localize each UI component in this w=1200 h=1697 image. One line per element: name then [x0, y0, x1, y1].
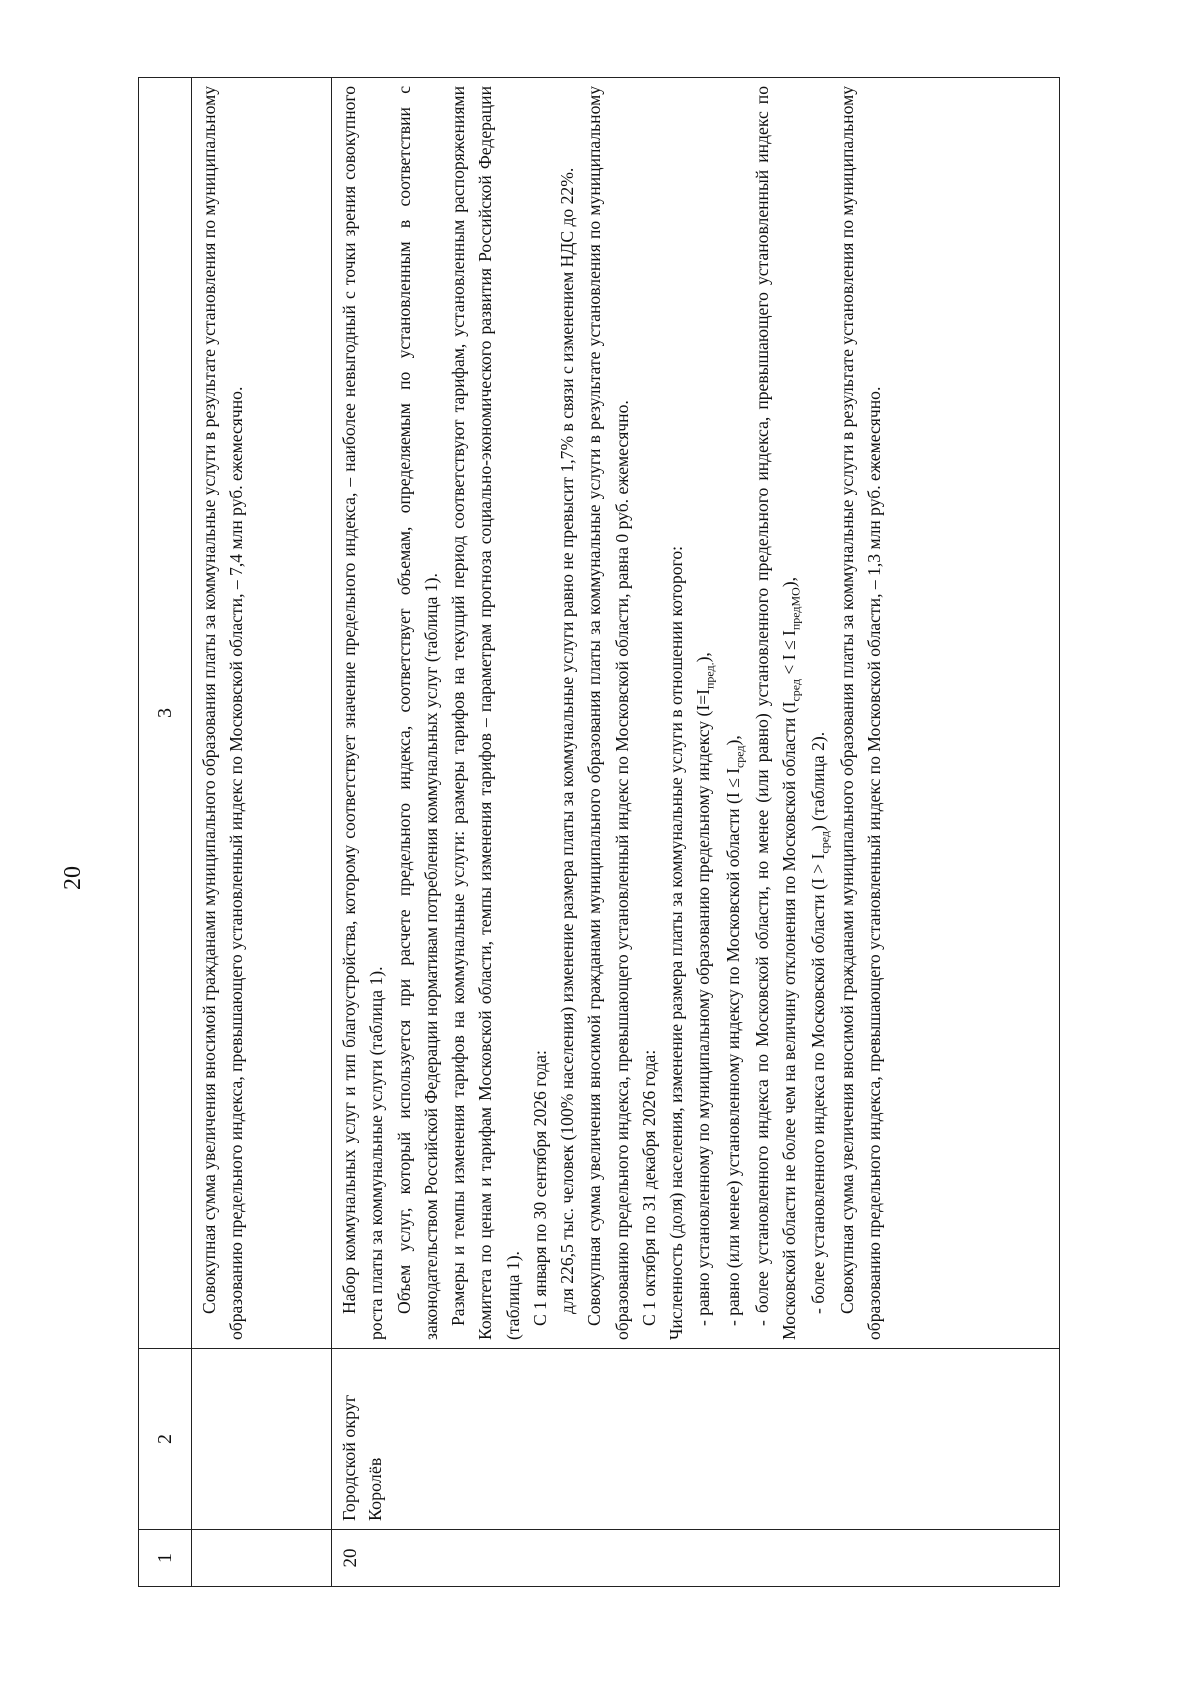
header-col-2: 2 — [139, 1349, 192, 1530]
paragraph: Совокупная сумма увеличения вносимой гражданами муниципального образования платы за коммунальные услуги в результате установления по муниципальному образованию предельного индекса, превышающего установленный индекс по Московской области, – 1,3 млн руб. ежемесячно. — [836, 86, 885, 1340]
document-table — [138, 77, 1060, 1587]
bullet-text: - равно (или менее) установленному индексу по Московской области (I ≤ I — [722, 768, 743, 1326]
row-continued-col-3 — [192, 78, 332, 1349]
table-header-row — [139, 78, 192, 1587]
paragraph: С 1 января по 30 сентября 2026 года: — [529, 1050, 550, 1326]
paragraph: Совокупная сумма увеличения вносимой гражданами муниципального образования платы за коммунальные услуги в результате установления по муниципальному образованию предельного индекса, превышающего установленный индекс по Московской области, равна 0 руб. ежемесячно. — [584, 86, 632, 1340]
subscript: сред — [732, 745, 747, 768]
bullet-item — [749, 86, 805, 1340]
paragraph: для 226,5 тыс. человек (100% населения) изменение размера платы за коммунальные услуги равно не превысит 1,7% в связи с изменением НДС до 22%. — [557, 167, 578, 1314]
bullet-text: - равно установленному по муниципальному образованию предельному индексу (I=I — [693, 689, 714, 1326]
row-20-description — [332, 78, 1060, 1349]
paragraph: Набор коммунальных услуг и тип благоустройства, которому соответствует значение предельного индекса, – наиболее невыгодный с точки зрения совокупного роста платы за коммунальные услуги (таблица 1). — [339, 86, 387, 1340]
subscript: предМО — [788, 587, 803, 631]
bullet-end: ), — [722, 735, 743, 746]
header-col-1: 1 — [139, 1530, 192, 1587]
bullet-item — [805, 86, 834, 1340]
municipality-name: Городской округ Королёв — [332, 1349, 1060, 1530]
paragraph: Численность (доля) населения, изменение размера платы за коммунальные услуги в отношении которого: — [666, 545, 687, 1340]
paragraph: С 1 октября по 31 декабря 2026 года: — [638, 1049, 659, 1326]
paragraph: Объем услуг, который используется при расчете предельного индекса, соответствует объемам, определяемым по установленным в соответствии с законодательством Российской Федерации нормативам потребления коммунальных услуг (таблица 1). — [393, 86, 441, 1340]
row-continued-col-2 — [192, 1349, 332, 1530]
header-col-3: 3 — [139, 78, 192, 1349]
bullet-end: ), — [778, 576, 799, 588]
row-number: 20 — [332, 1530, 1060, 1587]
table-row-20 — [332, 78, 1060, 1587]
row-continued-col-1 — [192, 1530, 332, 1587]
bullet-mid: < I ≤ I — [778, 630, 799, 680]
bullet-text: - более установленного индекса по Московской области, но менее (или равно) установленного предельного индекса, превышающего установленный индекс по Московской области не более чем на величину отклонения по Московской области (I — [751, 86, 799, 1340]
subscript: сред — [817, 831, 832, 854]
bullet-text: - более установленного индекса по Московской области (I > I — [807, 853, 828, 1314]
bullet-item — [720, 86, 749, 1340]
paragraph: Размеры и темпы изменения тарифов на коммунальные услуги: размеры тарифов на текущий период соответствуют тарифам, установленным распоряжениями Комитета по ценам и тарифам Московской области, темпы изменения тарифов – параметрам прогноза социально-экономического развития Российской Федерации (таблица 1). — [448, 86, 523, 1340]
bullet-end: ), — [693, 652, 714, 663]
page-number: 20 — [60, 866, 86, 890]
subscript: сред — [788, 679, 803, 702]
bullet-end: ) (таблица 2). — [807, 731, 828, 832]
table-row-continued — [192, 78, 332, 1587]
paragraph: Совокупная сумма увеличения вносимой гражданами муниципального образования платы за коммунальные услуги в результате установления по муниципальному образованию предельного индекса, превышающего установленный индекс по Московской области, – 7,4 млн руб. ежемесячно. — [199, 86, 247, 1340]
rotated-table-wrapper — [138, 77, 1060, 1587]
bullet-item — [690, 86, 719, 1340]
subscript: пред. — [702, 662, 717, 690]
